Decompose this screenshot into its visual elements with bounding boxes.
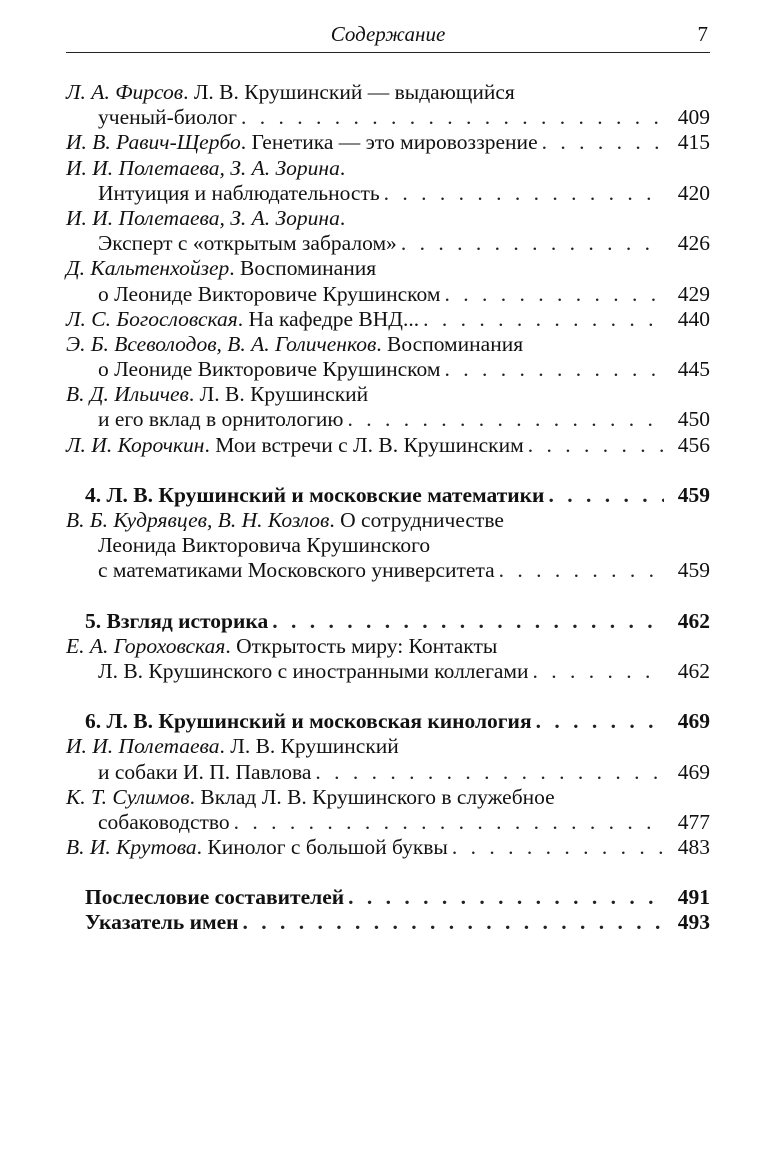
- entry-page: 477: [677, 809, 710, 834]
- entry-title: Л. В. Крушинский: [230, 734, 399, 759]
- entry-title-cont: о Леониде Викторовиче Крушинском: [98, 281, 441, 306]
- spacer: [66, 860, 710, 885]
- backmatter-entry: [66, 885, 710, 910]
- toc-entry-continuation: [66, 282, 710, 307]
- toc-entry-continuation: [66, 357, 710, 382]
- entry-author: И. В. Равич-Щербо: [66, 130, 241, 155]
- toc-entry-continuation: [66, 810, 710, 835]
- entry-title: Воспоминания: [387, 331, 524, 356]
- entry-author: И. И. Полетаева, З. А. Зорина: [66, 205, 340, 230]
- entry-title: Л. В. Крушинский: [199, 382, 369, 407]
- entry-page: 450: [677, 407, 710, 432]
- spacer: [66, 458, 710, 483]
- entry-page: 415: [677, 130, 710, 155]
- toc-entry: К. Т. Сулимов. Вклад Л. В. Крушинского в служебное: [66, 784, 555, 809]
- entry-title: Интуиция и наблюдательность: [98, 180, 380, 205]
- entry-title: Открытость миру: Контакты: [236, 633, 498, 658]
- entry-page: 420: [677, 180, 710, 205]
- entry-author: В. Б. Кудрявцев, В. Н. Козлов: [66, 508, 330, 532]
- leader-dots: [315, 760, 664, 785]
- entry-page: 462: [677, 658, 710, 683]
- toc-entry-continuation: [66, 407, 710, 432]
- spacer: [66, 684, 710, 709]
- entry-author: Э. Б. Всеволодов, В. А. Голиченков: [66, 331, 377, 356]
- backmatter-page: 493: [677, 910, 710, 935]
- entry-author: Д. Кальтенхойзер: [66, 256, 230, 281]
- entry-page: 445: [677, 357, 710, 382]
- leader-dots: [548, 483, 664, 508]
- entry-title: На кафедре ВНД...: [248, 306, 420, 331]
- entry-author: К. Т. Сулимов: [66, 784, 190, 809]
- toc-entry: И. И. Полетаева, З. А. Зорина.: [66, 205, 346, 230]
- entry-author: Е. А. Гороховская: [66, 633, 226, 658]
- backmatter-entry: [66, 910, 710, 935]
- toc-entry-continuation: [66, 231, 710, 256]
- toc-entry: И. И. Полетаева, З. А. Зорина.: [66, 155, 346, 180]
- toc-entry: Д. Кальтенхойзер. Воспоминания: [66, 256, 377, 281]
- leader-dots: [452, 835, 664, 860]
- toc-entry-continuation: [66, 659, 710, 684]
- entry-title: Мои встречи с Л. В. Крушинским: [215, 432, 524, 457]
- section-heading: [66, 609, 710, 634]
- entry-page: 426: [677, 231, 710, 256]
- entry-title: Генетика — это мировоззрение: [251, 130, 538, 155]
- toc-entry-continuation: [66, 105, 710, 130]
- entry-author: В. И. Крутова: [66, 835, 197, 860]
- entry-title: Эксперт с «открытым забралом»: [98, 231, 397, 256]
- toc-entry-continuation: [66, 760, 710, 785]
- leader-dots: [348, 407, 665, 432]
- leader-dots: [423, 307, 664, 332]
- toc-entry: Е. А. Гороховская. Открытость миру: Контакты: [66, 633, 498, 658]
- entry-title-cont: и собаки И. П. Павлова: [98, 759, 312, 784]
- leader-dots: [499, 558, 664, 583]
- section-title: 4. Л. В. Крушинский и московские математики: [85, 482, 545, 507]
- entry-title: О сотрудничестве: [340, 508, 504, 532]
- entry-page: 459: [677, 558, 710, 583]
- leader-dots: [272, 609, 664, 634]
- entry-page: 483: [677, 835, 710, 860]
- entry-author: И. И. Полетаева, З. А. Зорина: [66, 155, 340, 180]
- entry-page: 440: [677, 306, 710, 331]
- section-title: 5. Взгляд историка: [85, 608, 269, 633]
- entry-page: 456: [677, 432, 710, 457]
- section-heading: [66, 483, 710, 508]
- section-page: 462: [677, 608, 710, 633]
- running-title: Содержание: [330, 22, 446, 46]
- entry-title-cont: с математиками Московского университета: [98, 558, 495, 583]
- leader-dots: [444, 282, 664, 307]
- leader-dots: [348, 885, 664, 910]
- toc-entry: Л. А. Фирсов. Л. В. Крушинский — выдающийся: [66, 80, 515, 104]
- entry-title: Кинолог с большой буквы: [207, 835, 448, 860]
- leader-dots: [536, 709, 664, 734]
- leader-dots: [234, 810, 664, 835]
- toc-entry: Л. С. Богословская. На кафедре ВНД... . . . 440: [66, 307, 710, 332]
- entry-title-cont: о Леониде Викторовиче Крушинском: [98, 357, 441, 382]
- toc-entry: И. В. Равич-Щербо. Генетика — это мировоззрение . . . 415: [66, 130, 710, 155]
- entry-title-cont: собаководство: [98, 809, 230, 834]
- toc-entry: В. Д. Ильичев. Л. В. Крушинский: [66, 382, 369, 407]
- running-header: [66, 16, 710, 53]
- spacer: [66, 584, 710, 609]
- toc-entry-continuation: [66, 181, 710, 206]
- entry-author: Л. А. Фирсов: [66, 80, 184, 104]
- section-title: 6. Л. В. Крушинский и московская кинология: [85, 709, 532, 734]
- entry-title: Воспоминания: [240, 256, 377, 281]
- leader-dots: [444, 357, 664, 382]
- leader-dots: [241, 105, 664, 130]
- entry-title: Вклад Л. В. Крушинского в служебное: [200, 784, 555, 809]
- leader-dots: [243, 910, 664, 935]
- entry-page: 429: [677, 281, 710, 306]
- entry-title-cont: Л. В. Крушинского с иностранными коллегами: [98, 658, 529, 683]
- page-number: 7: [697, 22, 708, 46]
- entry-title-cont: ученый-биолог: [98, 105, 237, 130]
- backmatter-title: Послесловие составителей: [85, 885, 345, 910]
- entry-title-cont: Леонида Викторовича Крушинского: [98, 533, 431, 558]
- backmatter-title: Указатель имен: [85, 910, 239, 935]
- entry-title: Л. В. Крушинский — выдающийся: [193, 80, 515, 104]
- leader-dots: [384, 181, 664, 206]
- entry-page: 409: [677, 105, 710, 130]
- section-heading: [66, 709, 710, 734]
- toc-entry: Л. И. Корочкин. Мои встречи с Л. В. Крушинским . . . 456: [66, 433, 710, 458]
- entry-author: Л. С. Богословская: [66, 306, 238, 331]
- toc-entry: В. Б. Кудрявцев, В. Н. Козлов. О сотрудничестве: [66, 508, 504, 532]
- section-page: 459: [677, 482, 710, 507]
- leader-dots: [528, 433, 664, 458]
- entry-title-cont: и его вклад в орнитологию: [98, 407, 344, 432]
- table-of-contents: [66, 80, 710, 936]
- toc-entry: И. И. Полетаева. Л. В. Крушинский: [66, 734, 399, 759]
- leader-dots: [542, 130, 664, 155]
- leader-dots: [533, 659, 664, 684]
- toc-entry: В. И. Крутова. Кинолог с большой буквы . . . 483: [66, 835, 710, 860]
- leader-dots: [401, 231, 664, 256]
- entry-author: И. И. Полетаева: [66, 734, 220, 759]
- entry-page: 469: [677, 759, 710, 784]
- section-page: 469: [677, 709, 710, 734]
- toc-entry-continuation: [66, 558, 710, 583]
- backmatter-page: 491: [677, 885, 710, 910]
- entry-author: В. Д. Ильичев: [66, 382, 189, 407]
- toc-entry-continuation: [66, 533, 710, 558]
- toc-entry: Э. Б. Всеволодов, В. А. Голиченков. Воспоминания: [66, 331, 524, 356]
- entry-author: Л. И. Корочкин: [66, 432, 205, 457]
